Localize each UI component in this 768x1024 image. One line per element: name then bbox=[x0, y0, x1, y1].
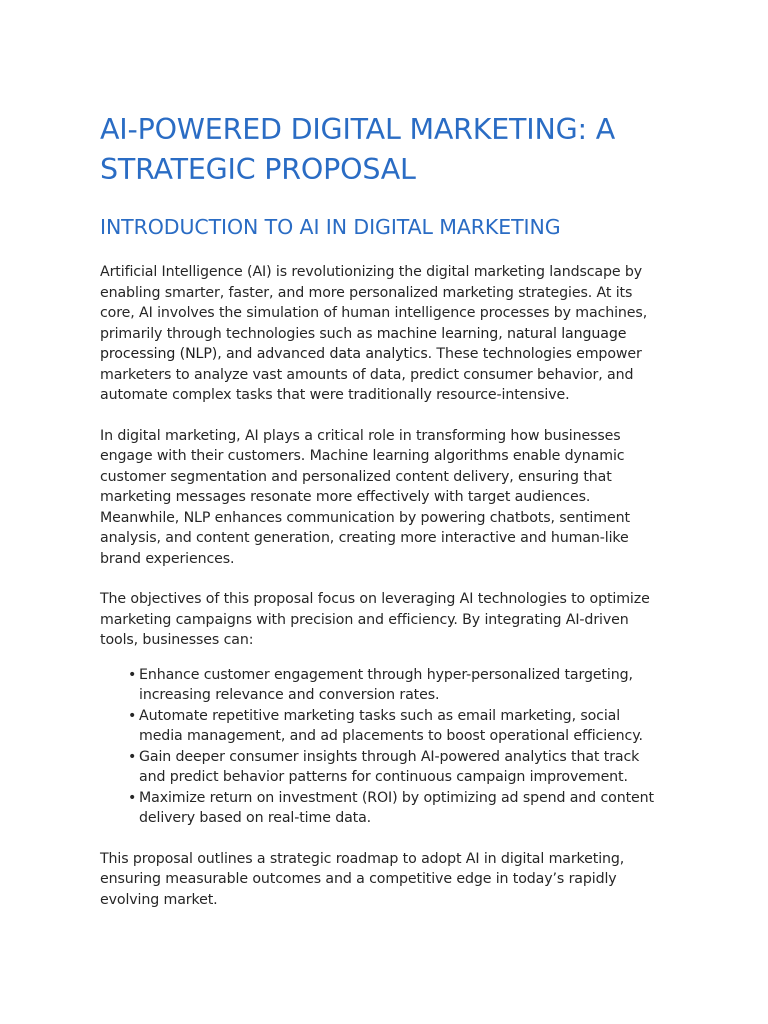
objectives-list bbox=[100, 665, 668, 829]
document-title: AI-POWERED DIGITAL MARKETING: A STRATEGIC PROPOSAL bbox=[100, 113, 616, 186]
bullet-icon: • bbox=[128, 748, 137, 765]
intro-text-start: Artificial Intelligence (AI) is revolutionizing the digital marketing landscape by enabling smarter, faster, and more personalized marketing strategies. At its core, AI involves the simulation of human intelligence processes by machines, primarily through technologies such as bbox=[100, 264, 648, 342]
closing-paragraph: This proposal outlines a strategic roadmap to adopt AI in digital marketing, ensuring measurable outcomes and a competitive edge in today’s rapidly evolving market. bbox=[100, 850, 625, 908]
list-item-text: Enhance customer engagement through hyper-personalized targeting, increasing relevance and conversion rates. bbox=[139, 666, 633, 703]
term-nlp: natural language processing (NLP) bbox=[100, 325, 627, 362]
intro-separator-2: , and advanced bbox=[217, 346, 330, 362]
bullet-icon: • bbox=[128, 666, 137, 683]
term-data-analytics: data analytics bbox=[329, 346, 428, 362]
section-heading: INTRODUCTION TO AI IN DIGITAL MARKETING bbox=[100, 215, 561, 239]
bullet-icon: • bbox=[128, 707, 137, 724]
list-item-text: Gain deeper consumer insights through AI-powered analytics that track and predict behavior patterns for continuous campaign improvement. bbox=[139, 748, 640, 785]
term-machine-learning: machine learning bbox=[376, 325, 499, 342]
intro-separator-1: , bbox=[498, 325, 507, 342]
list-item bbox=[128, 788, 668, 829]
intro-paragraph bbox=[100, 262, 668, 406]
intro-text-end: . These technologies empower marketers to analyze vast amounts of data, predict consumer behavior, and automate complex tasks that were traditionally resource-intensive. bbox=[100, 346, 642, 403]
list-item bbox=[128, 665, 668, 706]
list-item-text: Automate repetitive marketing tasks such as email marketing, social media management, and ad placements to boost operational efficiency. bbox=[139, 707, 643, 744]
list-item bbox=[128, 706, 668, 747]
role-paragraph: In digital marketing, AI plays a critical role in transforming how businesses engage with their customers. Machine learning algorithms enable dynamic customer segmentation and personalized content delivery, ensuring that marketing messages resonate more effectively with target audiences. Meanwhile, NLP enhances communication by powering chatbots, sentiment analysis, and content generation, creating more interactive and human-like brand experiences. bbox=[100, 427, 630, 567]
list-item-text: Maximize return on investment (ROI) by optimizing ad spend and content delivery based on real-time data. bbox=[139, 789, 654, 826]
objectives-paragraph: The objectives of this proposal focus on leveraging AI technologies to optimize marketing campaigns with precision and efficiency. By integrating AI-driven tools, businesses can: bbox=[100, 591, 650, 648]
list-item bbox=[128, 747, 668, 788]
bullet-icon: • bbox=[128, 789, 137, 806]
